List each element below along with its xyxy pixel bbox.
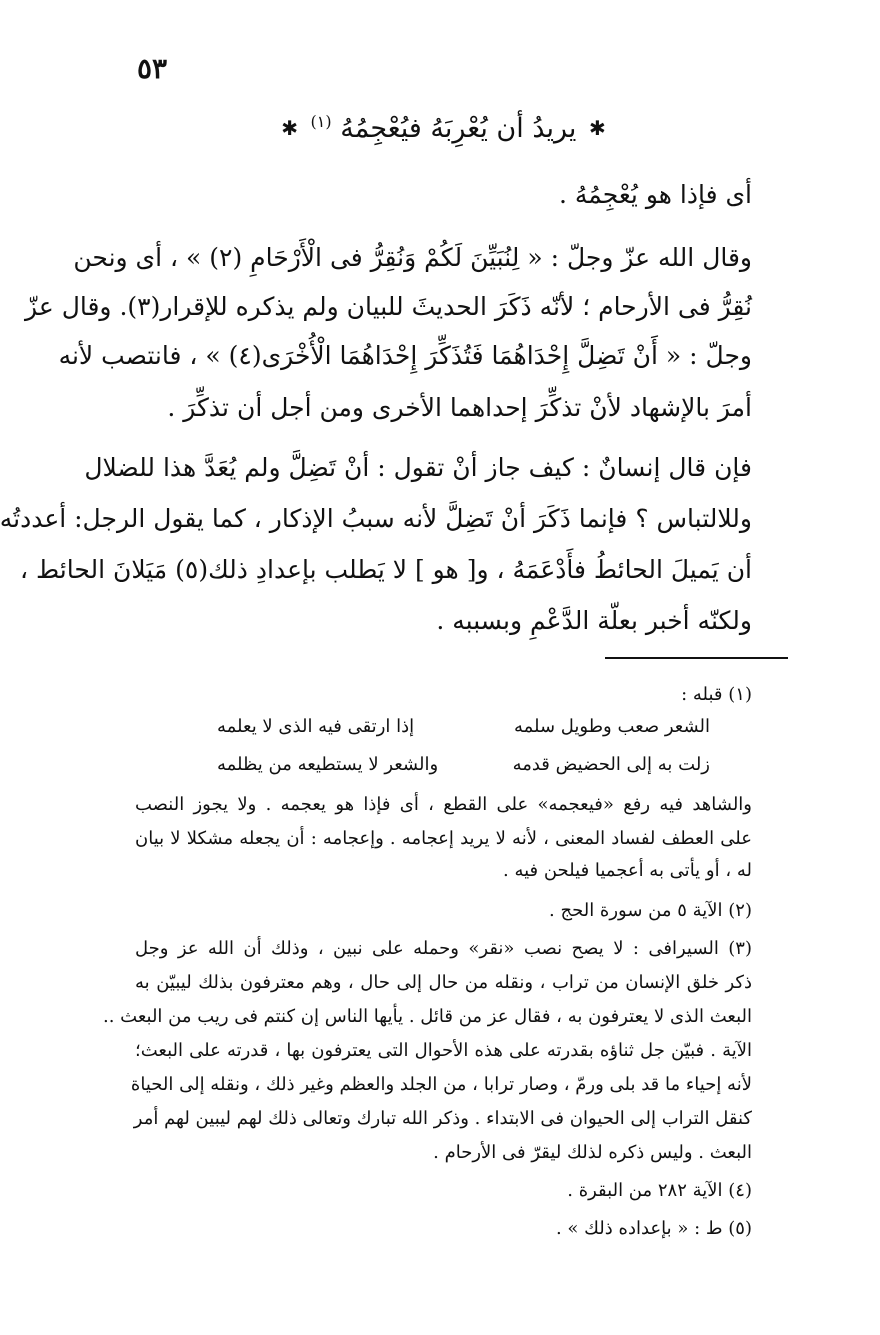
heading-footnote-mark: (١) [310, 112, 332, 131]
footnote-line: كنقل التراب إلى الحيوان فى الابتداء . وذكر الله تبارك وتعالى ذلك لهم ليبين لهم أمر [133, 1108, 752, 1129]
footnote-divider [605, 657, 788, 659]
heading-star-icon: ✱ [589, 116, 606, 140]
body-line: ولكنّه أخبر بعلّة الدَّعْمِ وبسببه . [436, 606, 752, 635]
footnote-line: البعث . وليس ذكره لذلك ليقرّ فى الأرحام . [433, 1142, 752, 1163]
footnote-line: (٣) السيرافى : لا يصح نصب «نقر» وحمله على نبين ، وذلك أن الله عز وجل [135, 938, 752, 959]
heading-star-icon: ✱ [281, 116, 298, 140]
footnote-line: الآية . فبيّن جل ثناؤه بقدرته على هذه الأحوال التى يعترفون بها ، قدرته على البعث؛ [135, 1040, 752, 1061]
footnote-line: لأنه إحياء ما قد بلى ورمّ ، وصار ترابا ، من الجلد والعظم وغير ذلك ، ونقله إلى الحياة [130, 1074, 752, 1095]
body-line: أمرَ بالإشهاد لأنْ تذكِّرَ إحداهما الأخرى ومن أجل أن تذكِّرَ . [167, 393, 752, 422]
body-line: أن يَميلَ الحائطُ فأَدْعَمَهُ ، و[ هو ] لا يَطلب بإعدادِ ذلك(٥) مَيَلانَ الحائط ، [20, 555, 752, 584]
verse-line: إذا ارتقى فيه الذى لا يعلمه [217, 716, 415, 737]
footnote-line: البعث الذى لا يعترفون به ، فقال عز من قائل . يأيها الناس إن كنتم فى ريب من البعث .. [102, 1006, 752, 1027]
body-line: نُقِرُّ فى الأرحام ؛ لأنّه ذَكَرَ الحديثَ للبيان ولم يذكره للإقرار(٣). وقال عزّ [25, 292, 752, 321]
heading-text: يريدُ أن يُعْرِبَهُ فيُعْجِمُهُ [340, 113, 577, 144]
footnote-line: له ، أو يأتى به أعجميا فيلحن فيه . [503, 860, 752, 881]
footnote-line: (٤) الآية ٢٨٢ من البقرة . [567, 1180, 752, 1201]
body-line: فإن قال إنسانٌ : كيف جاز أنْ تقول : أنْ تَضِلَّ ولم يُعَدَّ هذا للضلال [84, 453, 752, 482]
footnote-line: ذكر خلق الإنسان من تراب ، ونقله من حال إلى حال ، وهم معترفون بذلك ليبيّن به [135, 972, 752, 993]
footnote-1-label: (١) قبله : [681, 684, 752, 705]
page-number: ٥٣ [137, 52, 168, 85]
footnote-line: (٥) ط : « بإعداده ذلك » . [555, 1218, 752, 1239]
body-line: وقال الله عزّ وجلّ : « لِنُبَيِّنَ لَكُمْ وَنُقِرُّ فى الْأَرْحَامِ (٢) » ، أى ونحن [73, 243, 752, 272]
verse-line: الشعر صعب وطويل سلمه [513, 716, 710, 737]
body-line: وجلّ : « أَنْ تَضِلَّ إِحْدَاهُمَا فَتُذَكِّرَ إِحْدَاهُمَا الْأُخْرَى(٤) » ، فانتصب لأنه [58, 341, 752, 370]
section-heading [142, 112, 745, 144]
verse-line: والشعر لا يستطيعه من يظلمه [217, 754, 439, 775]
body-line: أى فإذا هو يُعْجِمُهُ . [558, 180, 752, 209]
footnote-line: على العطف لفساد المعنى ، لأنه لا يريد إعجامه . وإعجامه : أن يجعله مشكلا لا بيان [135, 828, 752, 849]
footnote-line: (٢) الآية ٥ من سورة الحج . [549, 900, 752, 921]
body-line: وللالتباس ؟ فإنما ذَكَرَ أنْ تَضِلَّ لأنه سببُ الإذكار ، كما يقول الرجل: أعددتُه [0, 504, 752, 533]
footnote-line: والشاهد فيه رفع «فيعجمه» على القطع ، أى فإذا هو يعجمه . ولا يجوز النصب [135, 794, 752, 815]
verse-line: زلت به إلى الحضيض قدمه [512, 754, 710, 775]
